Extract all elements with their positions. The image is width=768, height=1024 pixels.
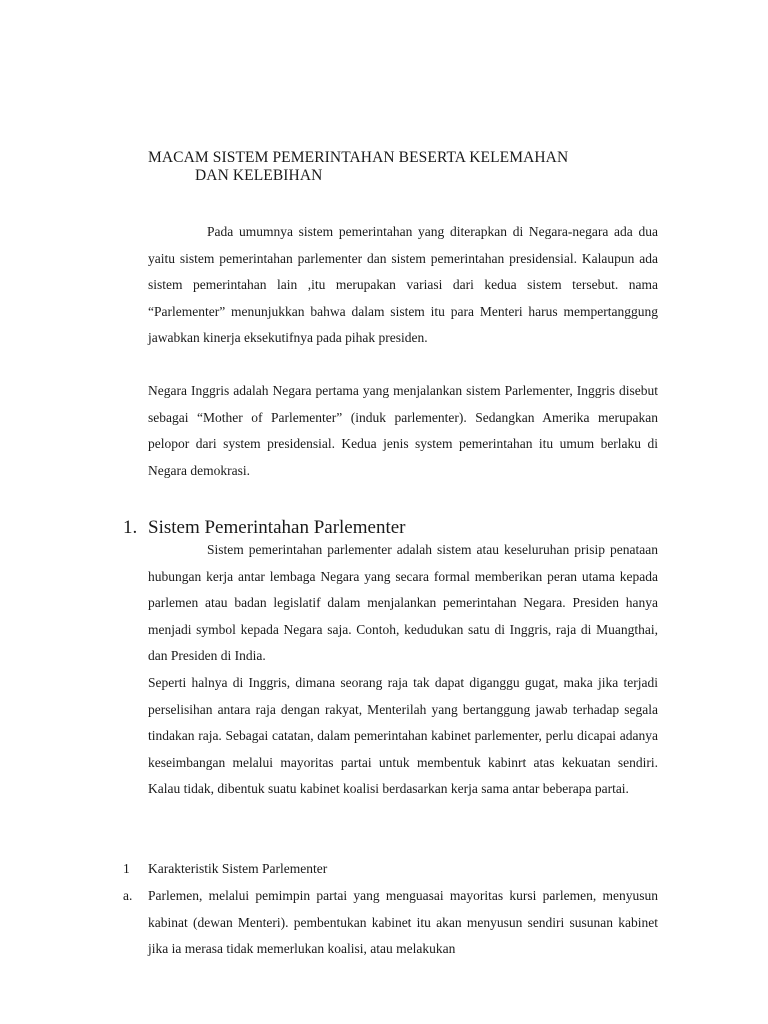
subsection-number: 1 xyxy=(123,861,130,876)
title-line-2: DAN KELEBIHAN xyxy=(195,167,323,184)
section-title: Sistem Pemerintahan Parlementer xyxy=(148,517,406,538)
list-item xyxy=(123,883,658,963)
section-paragraph-2: Seperti halnya di Inggris, dimana seorang raja tak dapat diganggu gugat, maka jika terjadi perselisihan antara raja dengan rakyat, Menterilah yang bertanggung jawab terhadap segala tindakan raja. Sebagai catatan, dalam pemerintahan kabinet parlementer, perlu dicapai adanya keseimbangan melalui mayoritas partai untuk membentuk kabinrt atas kekuatan sendiri. Kalau tidak, dibentuk suatu kabinet koalisi berdasarkan kerja sama antar beberapa partai. xyxy=(148,675,658,797)
section-number: 1. xyxy=(123,517,138,538)
list-item-marker: a. xyxy=(123,888,133,903)
intro-paragraph-1: Pada umumnya sistem pemerintahan yang diterapkan di Negara-negara ada dua yaitu sistem pemerintahan parlementer dan sistem pemerintahan presidensial. Kalaupun ada sistem pemerintahan lain ,itu merupakan variasi dari kedua sistem tersebut. nama “Parlementer” menunjukkan bahwa dalam sistem itu para Menteri harus mempertanggung jawabkan kinerja eksekutifnya pada pihak presiden. xyxy=(148,224,658,346)
list-item-text: Parlemen, melalui pemimpin partai yang menguasai mayoritas kursi parlemen, menyusun kabinat (dewan Menteri). pembentukan kabinet itu akan menyusun sendiri susunan kabinet jika ia merasa tidak memerlukan koalisi, atau melakukan xyxy=(148,888,658,957)
subsection-heading xyxy=(123,859,327,879)
title-line-1: MACAM SISTEM PEMERINTAHAN BESERTA KELEMAHAN xyxy=(148,149,569,166)
document-title xyxy=(148,149,678,185)
section-paragraph-1: Sistem pemerintahan parlementer adalah sistem atau keseluruhan prisip penataan hubungan kerja antar lembaga Negara yang secara formal memberikan peran utama kepada parlemen atau badan legislatif dalam menjalankan pemerintahan Negara. Presiden hanya menjadi symbol kepada Negara saja. Contoh, kedudukan satu di Inggris, raja di Muangthai, dan Presiden di India. xyxy=(148,542,658,664)
subsection-title: Karakteristik Sistem Parlementer xyxy=(148,861,328,876)
intro-paragraph-2: Negara Inggris adalah Negara pertama yang menjalankan sistem Parlementer, Inggris disebut sebagai “Mother of Parlementer” (induk parlementer). Sedangkan Amerika merupakan pelopor dari system presidensial. Kedua jenis system pemerintahan itu umum berlaku di Negara demokrasi. xyxy=(148,383,658,478)
